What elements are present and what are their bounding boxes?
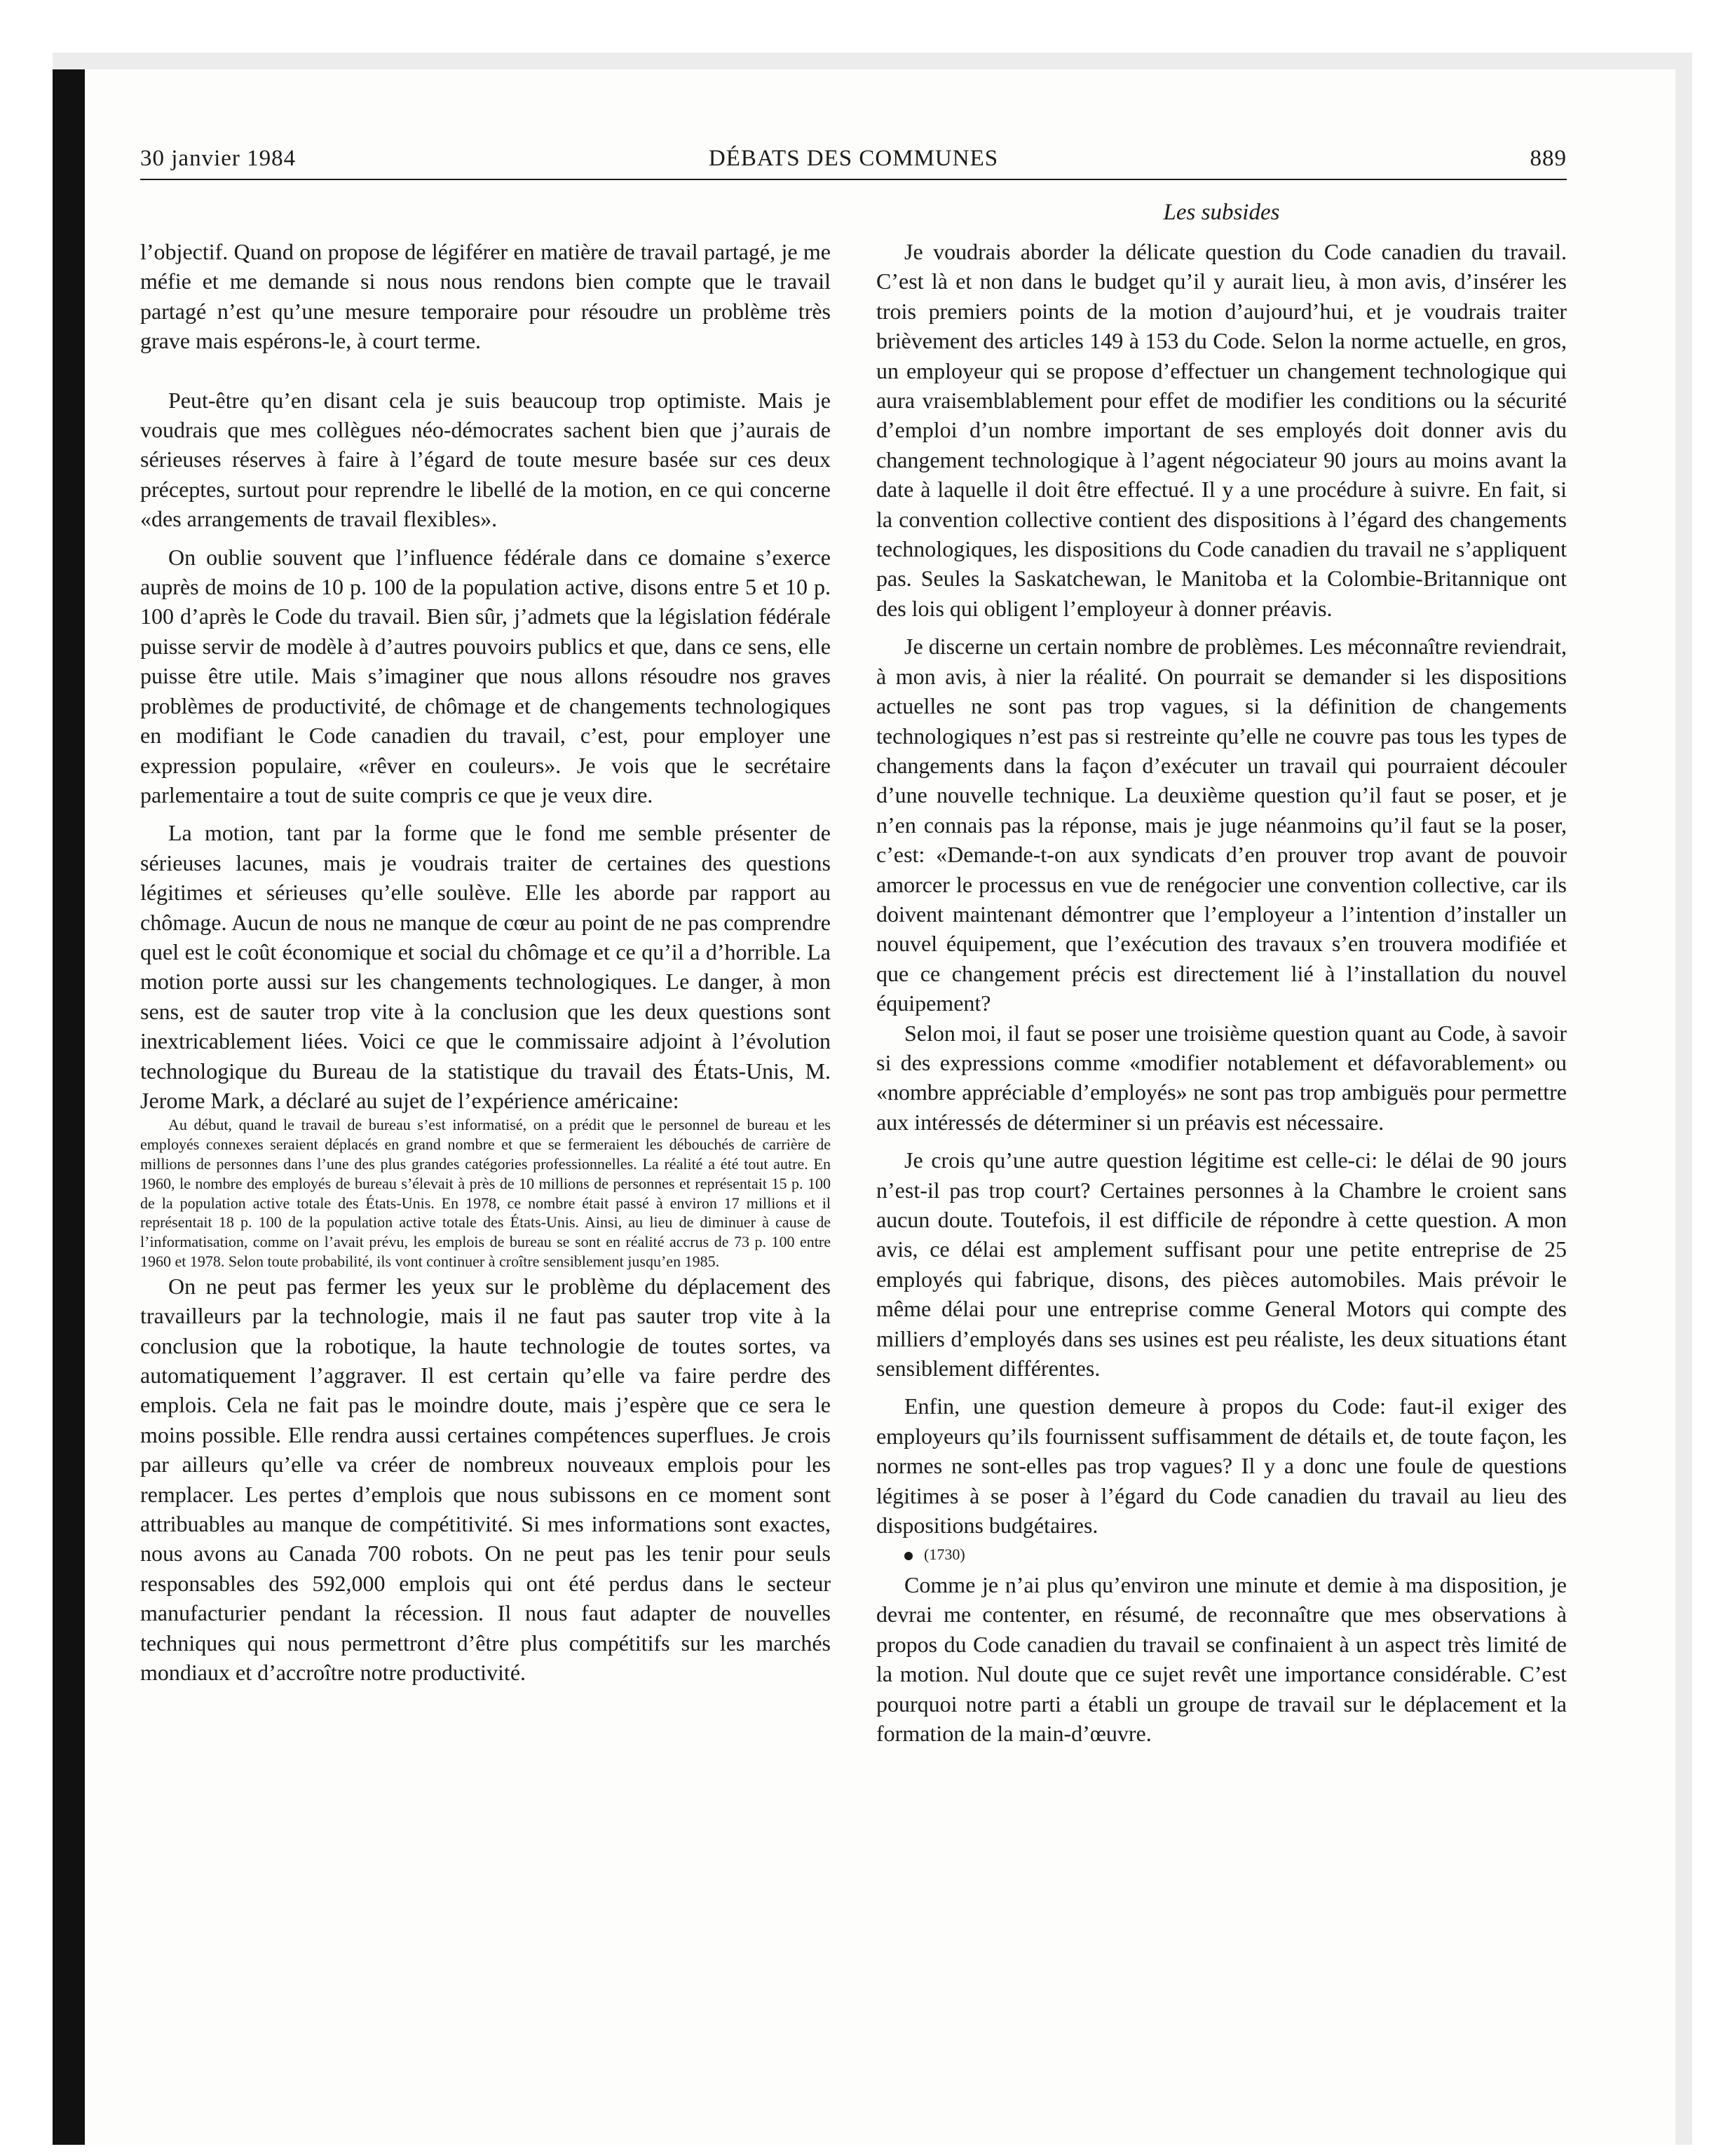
paragraph: La motion, tant par la forme que le fond me semble présenter de sérieuses lacunes, mais je voudrais traiter de certaines des questions légitimes et sérieuses qu’elle soulève. Elle les aborde par rapport au chômage. Aucun de nous ne manque de cœur au point de ne pas comprendre quel est le coût économique et social du chômage et ce qu’il a d’horrible. La motion porte aussi sur les changements technologiques. Le danger, à mon sens, est de sauter trop vite à la conclusion que les deux questions sont inextricablement liées. Voici ce que le commissaire adjoint à l’évolution technologique du Bureau de la statistique du travail des États-Unis, M. Jerome Mark, a déclaré au sujet de l’expérience américaine: [140, 820, 831, 1113]
page-number: 889 [1530, 146, 1567, 171]
paragraph: On oublie souvent que l’influence fédérale dans ce domaine s’exerce auprès de moins de 10 p. 100 de la population active, disons entre 5 et 10 p. 100 d’après le Code du travail. Bien sûr, j’admets que la législation fédérale puisse servir de modèle à d’autres pouvoirs publics et que, dans ce sens, elle puisse être utile. Mais s’imaginer que nous allons résoudre nos graves problèmes de productivité, de chômage et de changements technologiques en modifiant le Code canadien du travail, c’est, pour employer une expression populaire, «rêver en couleurs». Je vois que le secrétaire parlementaire a tout de suite compris ce que je veux dire. [140, 544, 831, 807]
scan-border-left [53, 53, 85, 2145]
paragraph: On ne peut pas fermer les yeux sur le problème du déplacement des travailleurs par la technologie, mais il ne faut pas sauter trop vite à la conclusion que la robotique, la haute technologie de toutes sortes, va automatiquement l’aggraver. Il est certain qu’elle va faire perdre des emplois. Cela ne fait pas le moindre doute, mais j’espère que ce sera le moins possible. Elle rendra aussi certaines compétences superflues. Je crois par ailleurs qu’elle va créer de nombreux nouveaux emplois pour les remplacer. Les pertes d’emplois que nous subissons en ce moment sont attribuables au manque de compétitivité. Si mes informations sont exactes, nous avons au Canada 700 robots. On ne peut pas les tenir pour seuls responsables des 592,000 emplois qui ont été perdus dans le secteur manufacturier pendant la récession. Il nous faut adapter de nouvelles techniques qui nous permettront d’être plus compétitifs sur les marchés mondiaux et d’accroître notre productivité. [140, 1273, 831, 1686]
header-date: 30 janvier 1984 [140, 146, 297, 171]
paragraph: Je voudrais aborder la délicate question du Code canadien du travail. C’est là et non dans le budget qu’il y aurait lieu, à mon avis, d’insérer les trois premiers points de la motion d’aujourd’hui, et je voudrais traiter brièvement des articles 149 à 153 du Code. Selon la norme actuelle, en gros, un employeur qui se propose d’effectuer un changement technologique qui aura vraisemblablement pour effet de modifier les conditions ou la sécurité d’emploi d’un nombre important de ses employés doit donner avis du changement technologique à l’agent négociateur 90 jours au moins avant la date à laquelle il doit être effectué. Il y a une procédure à suivre. En fait, si la convention collective contient des dispositions à l’égard des changements technologiques, les dispositions du Code canadien du travail ne s’appliquent pas. Seules la Saskatchewan, le Manitoba et la Colombie-Britannique ont des lois qui obligent l’employeur à donner préavis. [876, 239, 1567, 621]
block-quote: Au début, quand le travail de bureau s’est informatisé, on a prédit que le personnel de bureau et les employés connexes seraient déplacés en grand nombre et que se fermeraient les débouchés de carrière de millions de personnes dans l’une des plus grandes catégories professionnelles. La réalité a été tout autre. En 1960, le nombre des employés de bureau s’élevait à près de 10 millions de personnes et représentait 15 p. 100 de la population active totale des États-Unis. En 1978, ce nombre était passé à environ 17 millions et il représentait 18 p. 100 de la population active totale des États-Unis. Ainsi, au lieu de diminuer à cause de l’informatisation, comme on l’avait prévu, les emplois de bureau se sont en réalité accrus de 73 p. 100 entre 1960 et 1978. Selon toute probabilité, ils vont continuer à croître sensiblement jusqu’en 1985. [140, 1116, 831, 1270]
timestamp-text: (1730) [924, 1546, 965, 1564]
right-column [876, 237, 1567, 1748]
paragraph: Selon moi, il faut se poser une troisième question quant au Code, à savoir si des expressions comme «modifier notablement et défavorablement» ou «nombre appréciable d’employés» ne sont pas trop ambiguës pour permettre aux intéressés de déterminer si un préavis est nécessaire. [876, 1020, 1567, 1135]
paragraph: Je crois qu’une autre question légitime est celle-ci: le délai de 90 jours n’est-il pas trop court? Certaines personnes à la Chambre le croient sans aucun doute. Toutefois, il est difficile de répondre à cette question. A mon avis, ce délai est amplement suffisant pour une petite entreprise de 25 employés qui fabrique, disons, des pièces automobiles. Mais prévoir le même délai pour une entreprise comme General Motors qui compte des milliers d’employés dans ses usines est peu réaliste, les deux situations étant sensiblement différentes. [876, 1147, 1567, 1381]
left-column [140, 237, 831, 1687]
paragraph: Peut-être qu’en disant cela je suis beaucoup trop optimiste. Mais je voudrais que mes collègues néo-démocrates sachent bien que j’aurais de sérieuses réserves à faire à l’égard de toute mesure basée sur ces deux préceptes, surtout pour reprendre le libellé de la motion, en ce qui concerne «des arrangements de travail flexibles». [140, 387, 831, 532]
scan-border-top [53, 53, 1679, 69]
header-rule [140, 179, 1567, 180]
running-header [140, 146, 1567, 178]
header-title: DÉBATS DES COMMUNES [708, 146, 999, 171]
paragraph: Comme je n’ai plus qu’environ une minute et demie à ma disposition, je devrai me contenter, en résumé, de reconnaître que mes observations à propos du Code canadien du travail se confinaient à un aspect très limité de la motion. Nul doute que ce sujet revêt une importance considérable. C’est pourquoi notre parti a établi un groupe de travail sur le déplacement et la formation de la main-d’œuvre. [876, 1571, 1567, 1746]
bullet-icon [904, 1552, 913, 1560]
paragraph: Je discerne un certain nombre de problèmes. Les méconnaître reviendrait, à mon avis, à nier la réalité. On pourrait se demander si les dispositions actuelles ne sont pas trop vagues, si la définition de changements technologiques n’est pas si restreinte qu’elle ne couvre pas tous les types de changements dans la façon d’exécuter un travail qui pourraient découler d’une nouvelle technique. La deuxième question qu’il faut se poser, et je n’en connais pas la réponse, mais je juge néanmoins qu’il faut se la poser, c’est: «Demande-t-on aux syndicats d’en prouver trop avant de pouvoir amorcer le processus en vue de renégocier une convention collective, car ils doivent maintenant démontrer que l’employeur a l’intention d’installer un nouvel équipement, que l’exécution des travaux s’en trouvera modifiée et que ce changement précis est directement lié à l’installation du nouvel équipement? [876, 634, 1567, 1016]
section-title: Les subsides [1163, 200, 1280, 225]
scan-border-right [1675, 53, 1692, 2145]
paragraph: l’objectif. Quand on propose de légiférer en matière de travail partagé, je me méfie et me demande si nous nous rendons bien compte que le travail partagé n’est qu’une mesure temporaire pour résoudre un problème très grave mais espérons-le, à court terme. [140, 239, 831, 354]
timestamp-marker [876, 1540, 1567, 1569]
paragraph: Enfin, une question demeure à propos du Code: faut-il exiger des employeurs qu’ils fournissent suffisamment de détails et, de toute façon, les normes ne sont-elles pas trop vagues? Il y a donc une foule de questions légitimes à se poser à l’égard du Code canadien du travail au lieu des dispositions budgétaires. [876, 1393, 1567, 1538]
